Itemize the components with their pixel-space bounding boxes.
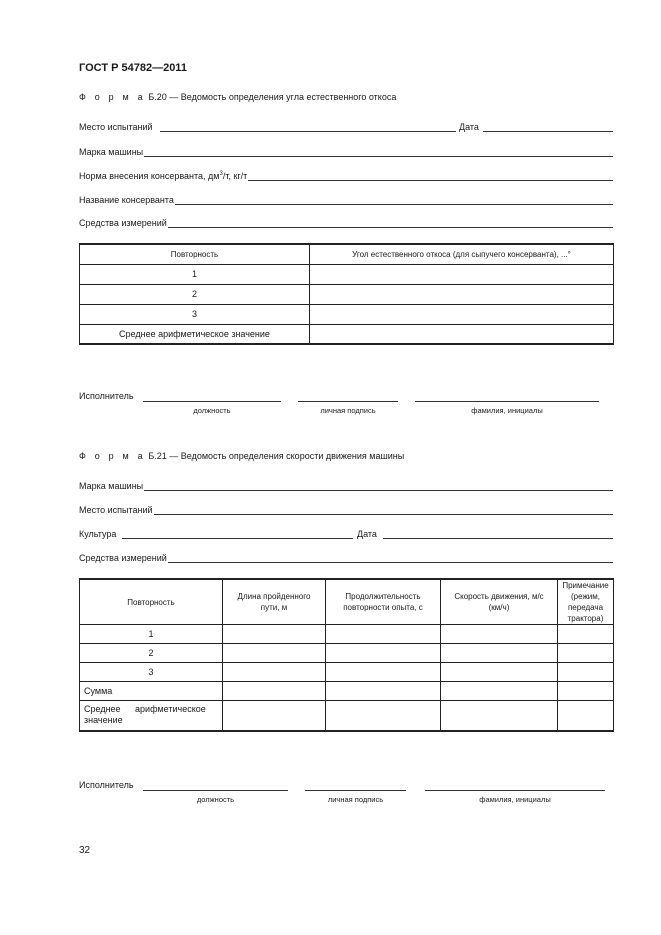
table-b21-cell[interactable]: [558, 644, 614, 663]
table-b21-cell[interactable]: [326, 682, 441, 701]
form-b20-title-text: Б.20 — Ведомость определения угла естественного откоса: [148, 92, 397, 102]
field-test-place-row-b21: [79, 503, 613, 517]
table-b20-cell[interactable]: [310, 264, 614, 284]
machine-label: Марка машины: [79, 481, 144, 491]
test-place-label: Место испытаний: [79, 122, 153, 132]
table-b21-cell[interactable]: [441, 663, 558, 682]
signature-block-b21: [79, 780, 613, 810]
table-b21-row-label: Среднее арифметическое значение: [80, 701, 223, 731]
full-name-input-line[interactable]: [425, 790, 605, 791]
form-b20-title: [79, 92, 396, 102]
date-label: Дата: [459, 122, 479, 132]
executor-label: Исполнитель: [79, 391, 134, 401]
page-number: 32: [79, 845, 91, 856]
signature-input-line[interactable]: [305, 790, 406, 791]
full-name-caption: фамилия, инициалы: [471, 406, 543, 415]
table-b21-cell[interactable]: [223, 663, 326, 682]
table-b21-cell[interactable]: [223, 682, 326, 701]
field-instruments-row-b21: [79, 551, 613, 565]
table-b21: [79, 578, 614, 732]
full-name-caption: фамилия, инициалы: [479, 795, 551, 804]
test-place-input-line[interactable]: [160, 131, 456, 132]
field-norm-row: [79, 169, 613, 183]
signature-caption: личная подпись: [327, 795, 384, 804]
test-place-input-line[interactable]: [79, 514, 613, 515]
norm-label: Норма внесения консерванта, $дм^3/т$, кг/т: [79, 171, 248, 181]
form-b20-title-prefix: Ф о р м а: [79, 92, 146, 102]
table-b20-row-label: 1: [80, 264, 310, 284]
field-machine-row: [79, 145, 613, 159]
table-b21-cell[interactable]: [441, 701, 558, 731]
culture-input-line[interactable]: [122, 538, 353, 539]
table-b20-cell[interactable]: [310, 304, 614, 324]
table-b20-row-label: 3: [80, 304, 310, 324]
table-b21-cell[interactable]: [223, 625, 326, 644]
table-b21-header-repetition: Повторность: [80, 579, 223, 625]
field-culture-row: [79, 527, 613, 541]
field-instruments-row: [79, 216, 613, 230]
machine-label: Марка машины: [79, 147, 144, 157]
table-b21-cell[interactable]: [558, 682, 614, 701]
table-b21-header-duration: Продолжительность повторности опыта, с: [326, 579, 441, 625]
table-b21-row-label: 3: [80, 663, 223, 682]
table-b21-row-label: Сумма: [80, 682, 223, 701]
table-b21-header-note: Примечание (режим, передача трактора): [558, 579, 614, 625]
date-label: Дата: [357, 529, 377, 539]
instruments-label: Средства измерений: [79, 553, 167, 563]
table-b21-cell[interactable]: [326, 644, 441, 663]
table-b21-cell[interactable]: [441, 644, 558, 663]
position-caption: должность: [196, 795, 235, 804]
field-preservative-row: [79, 193, 613, 207]
signature-block-b20: [79, 391, 613, 421]
test-place-label: Место испытаний: [79, 505, 153, 515]
field-machine-row-b21: [79, 479, 613, 493]
table-b21-header-distance: Длина пройденного пути, м: [223, 579, 326, 625]
table-b20-row-label: 2: [80, 284, 310, 304]
date-input-line[interactable]: [483, 131, 613, 132]
preservative-label: Название консерванта: [79, 195, 174, 205]
table-b21-cell[interactable]: [326, 663, 441, 682]
table-b21-cell[interactable]: [441, 625, 558, 644]
table-b21-cell[interactable]: [223, 701, 326, 731]
position-input-line[interactable]: [143, 401, 281, 402]
table-b20-header-repetition: Повторность: [80, 244, 310, 264]
table-b20: [79, 243, 614, 345]
date-input-line[interactable]: [383, 538, 613, 539]
form-b21-title-prefix: Ф о р м а: [79, 451, 146, 461]
table-b21-cell[interactable]: [558, 701, 614, 731]
form-b21-title-text: Б.21 — Ведомость определения скорости движения машины: [148, 451, 405, 461]
table-b20-header-angle: Угол естественного откоса (для сыпучего консерванта), ...°: [310, 244, 614, 264]
machine-input-line[interactable]: [79, 490, 613, 491]
document-standard-code: ГОСТ Р 54782—2011: [79, 62, 187, 74]
table-b21-row-label: 2: [80, 644, 223, 663]
instruments-label: Средства измерений: [79, 218, 167, 228]
signature-caption: личная подпись: [320, 406, 376, 415]
position-input-line[interactable]: [143, 790, 288, 791]
table-b20-cell[interactable]: [310, 324, 614, 344]
table-b21-cell[interactable]: [558, 625, 614, 644]
table-b21-cell[interactable]: [558, 663, 614, 682]
full-name-input-line[interactable]: [415, 401, 599, 402]
table-b21-header-speed: Скорость движения, м/с (км/ч): [441, 579, 558, 625]
culture-label: Культура: [79, 529, 117, 539]
signature-input-line[interactable]: [298, 401, 398, 402]
table-b21-cell[interactable]: [441, 682, 558, 701]
machine-input-line[interactable]: [79, 156, 613, 157]
table-b20-row-label: Среднее арифметическое значение: [80, 324, 310, 344]
table-b21-cell[interactable]: [326, 625, 441, 644]
table-b21-cell[interactable]: [223, 644, 326, 663]
field-test-place-row: [79, 120, 613, 134]
table-b21-cell[interactable]: [326, 701, 441, 731]
table-b20-cell[interactable]: [310, 284, 614, 304]
form-b21-title: [79, 451, 404, 461]
executor-label: Исполнитель: [79, 780, 134, 790]
position-caption: должность: [193, 406, 231, 415]
table-b21-row-label: 1: [80, 625, 223, 644]
